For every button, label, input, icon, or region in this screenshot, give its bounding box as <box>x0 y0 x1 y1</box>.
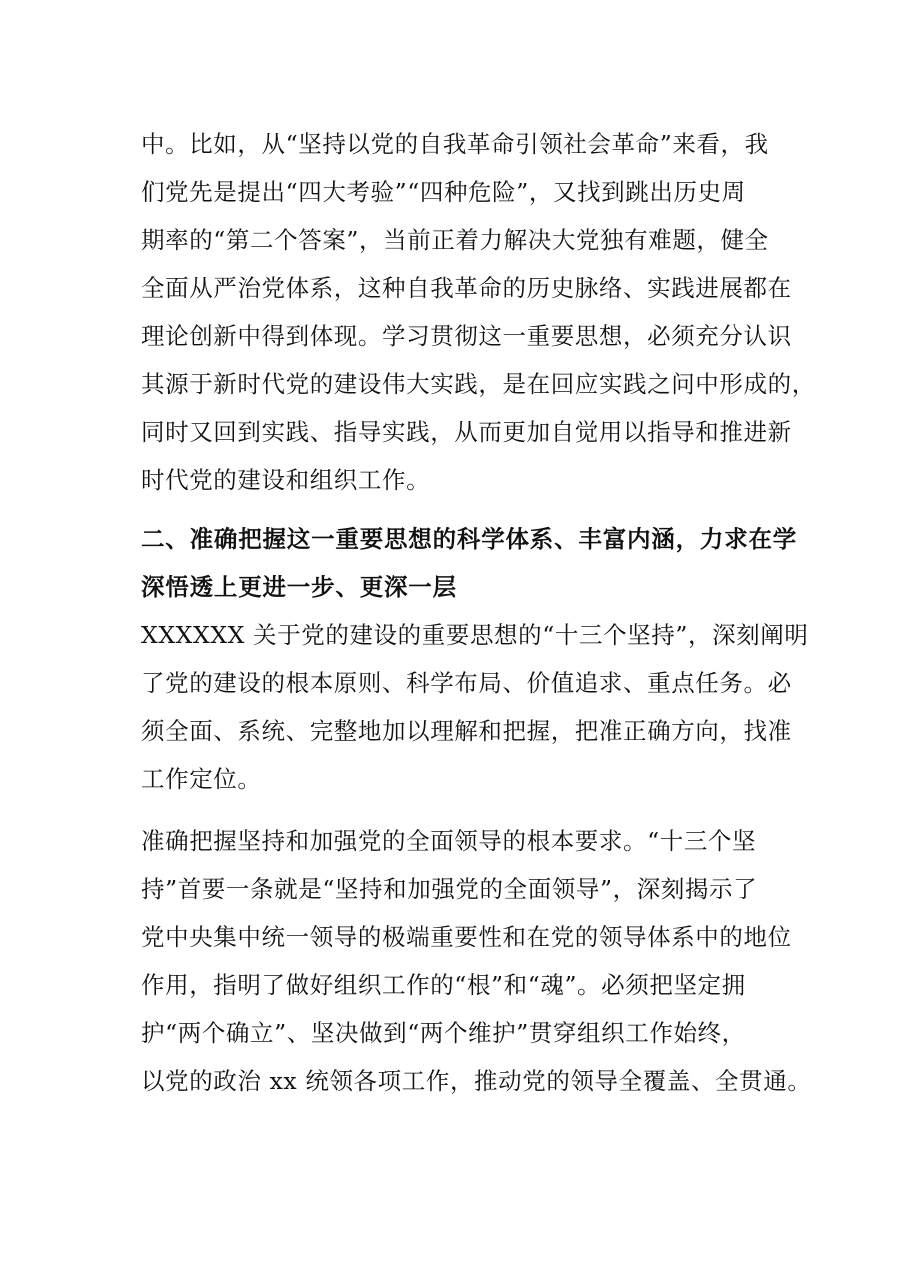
paragraph-3-line: 持”首要一条就是“坚持和加强党的全面领导”，深刻揭示了 <box>141 875 758 903</box>
paragraph-3-line: 护“两个确立”、坚决做到“两个维护”贯穿组织工作始终， <box>141 1019 746 1047</box>
paragraph-1-line: 理论创新中得到体现。学习贯彻这一重要思想，必须充分认识 <box>141 322 792 350</box>
paragraph-1-line: 中。比如，从“坚持以党的自我革命引领社会革命”来看，我 <box>141 130 769 158</box>
section-heading-line: 深悟透上更进一步、更深一层 <box>141 573 457 601</box>
paragraph-2-line: 工作定位。 <box>141 765 262 793</box>
paragraph-3-line: 以党的政治 xx 统领各项工作，推动党的领导全覆盖、全贯通。 <box>141 1067 812 1095</box>
paragraph-2-line: 须全面、系统、完整地加以理解和把握，把准正确方向，找准 <box>141 717 792 745</box>
paragraph-1-line: 同时又回到实践、指导实践，从而更加自觉用以指导和推进新 <box>141 418 792 446</box>
paragraph-3-line: 作用，指明了做好组织工作的“根”和“魂”。必须把坚定拥 <box>141 971 746 999</box>
section-heading-line: 二、准确把握这一重要思想的科学体系、丰富内涵，力求在学 <box>141 525 798 553</box>
paragraph-2-line: XXXXXX 关于党的建设的重要思想的“十三个坚持”，深刻阐明 <box>141 621 809 649</box>
paragraph-1-line: 时代党的建设和组织工作。 <box>141 466 431 494</box>
paragraph-1-line: 全面从严治党体系，这种自我革命的历史脉络、实践进展都在 <box>141 274 792 302</box>
paragraph-3-line: 党中央集中统一领导的极端重要性和在党的领导体系中的地位 <box>141 923 792 951</box>
paragraph-2-line: 了党的建设的根本原则、科学布局、价值追求、重点任务。必 <box>141 669 792 697</box>
paragraph-1-line: 期率的“第二个答案”，当前正着力解决大党独有难题，健全 <box>141 226 769 254</box>
paragraph-1-line: 其源于新时代党的建设伟大实践，是在回应实践之问中形成的， <box>141 370 816 398</box>
paragraph-1-line: 们党先是提出“四大考验”“四种危险”，又找到跳出历史周 <box>141 178 746 206</box>
paragraph-3-line: 准确把握坚持和加强党的全面领导的根本要求。“十三个坚 <box>141 827 757 855</box>
